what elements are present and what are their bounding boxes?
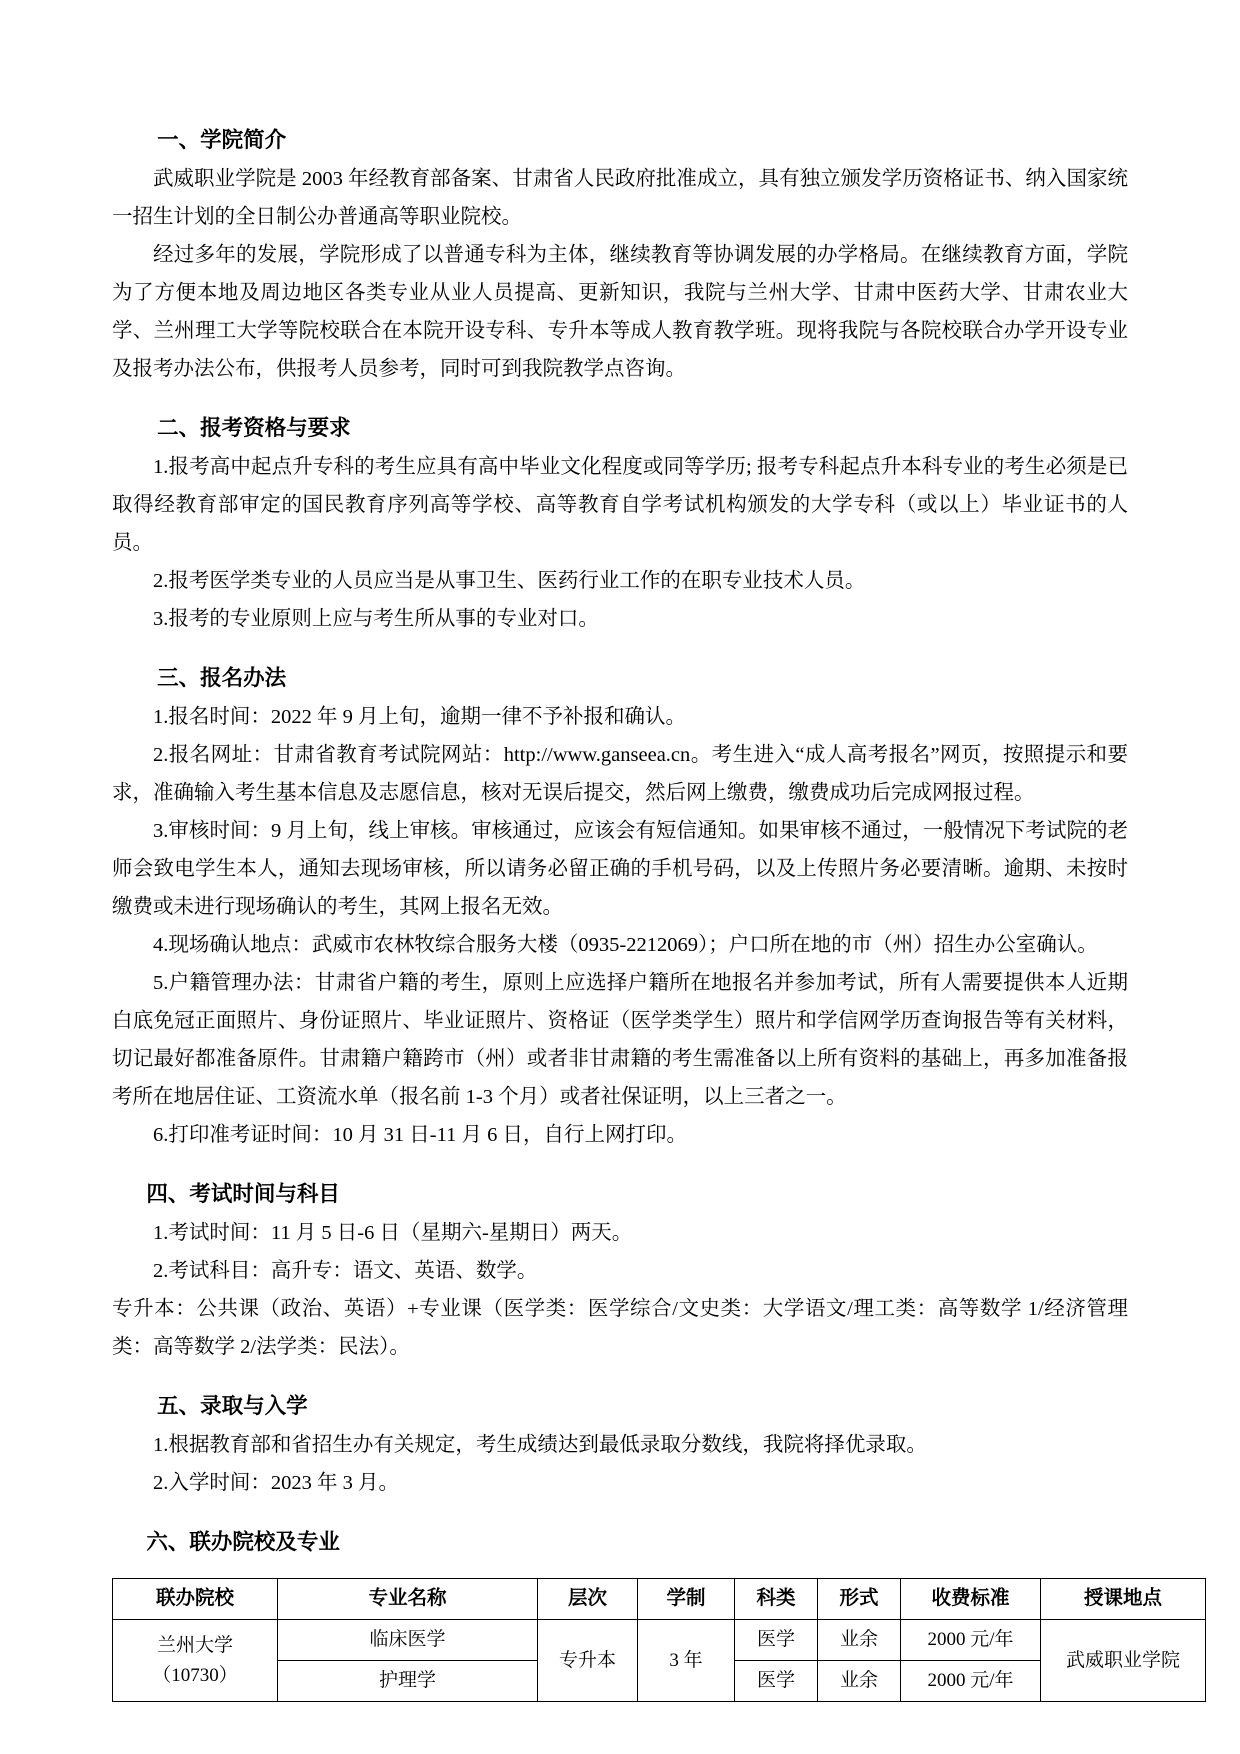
section-3-paragraph-5: 5.户籍管理办法：甘肃省户籍的考生，原则上应选择户籍所在地报名并参加考试，所有人需要提供本人近期白底免冠正面照片、身份证照片、毕业证照片、资格证（医学类学生）照片和学信网学历查询报告等有关材料，切记最好都准备原件。甘肃籍户籍跨市（州）或者非甘肃籍的考生需准备以上所有资料的基础上，再多加准备报考所在地居住证、工资流水单（报名前 1-3 个月）或者社保证明，以上三者之一。 [112, 972, 1128, 1108]
partner-schools-table [112, 1578, 1206, 1702]
column-header-major: 专业名称 [278, 1579, 538, 1620]
cell-length: 3 年 [638, 1620, 735, 1702]
cell-school [113, 1620, 278, 1702]
table-row [113, 1620, 1206, 1661]
section-heading-3: 三、报名办法 [157, 666, 287, 690]
section-heading-5: 五、录取与入学 [157, 1394, 308, 1418]
table-header-row [113, 1579, 1206, 1620]
section-3-paragraph-3: 3.审核时间：9 月上旬，线上审核。审核通过，应该会有短信通知。如果审核不通过，一般情况下考试院的老师会致电学生本人，通知去现场审核，所以请务必留正确的手机号码，以及上传照片务必要清晰。逾期、未按时缴费或未进行现场确认的考生，其网上报名无效。 [112, 820, 1128, 918]
section-4-paragraph-1: 1.考试时间：11 月 5 日-6 日（星期六-星期日）两天。 [153, 1222, 633, 1244]
section-2-paragraph-2: 2.报考医学类专业的人员应当是从事卫生、医药行业工作的在职专业技术人员。 [153, 570, 866, 592]
section-heading-6: 六、联办院校及专业 [146, 1530, 340, 1554]
column-header-place: 授课地点 [1041, 1579, 1206, 1620]
section-heading-1: 一、学院简介 [157, 128, 287, 152]
cell-category: 医学 [735, 1661, 818, 1702]
document-body [112, 120, 1180, 1702]
column-header-school: 联办院校 [113, 1579, 278, 1620]
cell-major: 护理学 [278, 1661, 538, 1702]
column-header-form: 形式 [818, 1579, 901, 1620]
cell-level: 专升本 [538, 1620, 638, 1702]
section-4-paragraph-2: 2.考试科目：高升专：语文、英语、数学。 [153, 1260, 538, 1282]
section-3-paragraph-6: 6.打印准考证时间：10 月 31 日-11 月 6 日，自行上网打印。 [153, 1124, 687, 1146]
column-header-fee: 收费标准 [901, 1579, 1041, 1620]
table-header [113, 1579, 1206, 1620]
section-5-paragraph-1: 1.根据教育部和省招生办有关规定，考生成绩达到最低录取分数线，我院将择优录取。 [153, 1434, 927, 1456]
cell-major: 临床医学 [278, 1620, 538, 1661]
section-2-paragraph-1: 1.报考高中起点升专科的考生应具有高中毕业文化程度或同等学历; 报考专科起点升本科专业的考生必须是已取得经教育部审定的国民教育序列高等学校、高等教育自学考试机构颁发的大学专科（或以上）毕业证书的人员。 [112, 456, 1128, 554]
section-heading-2: 二、报考资格与要求 [157, 416, 351, 440]
section-1-paragraph-1: 武威职业学院是 2003 年经教育部备案、甘肃省人民政府批准成立，具有独立颁发学历资格证书、纳入国家统一招生计划的全日制公办普通高等职业院校。 [112, 168, 1128, 228]
school-code: （10730） [152, 1664, 238, 1686]
cell-place: 武威职业学院 [1041, 1620, 1206, 1702]
section-3-paragraph-1: 1.报名时间：2022 年 9 月上旬，逾期一律不予补报和确认。 [153, 706, 686, 728]
cell-form: 业余 [818, 1661, 901, 1702]
section-5-paragraph-2: 2.入学时间：2023 年 3 月。 [153, 1472, 399, 1494]
section-2-paragraph-3: 3.报考的专业原则上应与考生所从事的专业对口。 [153, 608, 599, 630]
spacer [112, 1502, 1128, 1522]
spacer [112, 388, 1128, 408]
section-1-paragraph-2: 经过多年的发展，学院形成了以普通专科为主体，继续教育等协调发展的办学格局。在继续教育方面，学院为了方便本地及周边地区各类专业从业人员提高、更新知识，我院与兰州大学、甘肃中医药大学、甘肃农业大学、兰州理工大学等院校联合在本院开设专科、专升本等成人教育教学班。现将我院与各院校联合办学开设专业及报考办法公布，供报考人员参考，同时可到我院教学点咨询。 [112, 244, 1128, 380]
cell-fee: 2000 元/年 [901, 1661, 1041, 1702]
section-heading-4: 四、考试时间与科目 [146, 1182, 340, 1206]
cell-form: 业余 [818, 1620, 901, 1661]
column-header-level: 层次 [538, 1579, 638, 1620]
cell-fee: 2000 元/年 [901, 1620, 1041, 1661]
cell-category: 医学 [735, 1620, 818, 1661]
section-3-paragraph-4: 4.现场确认地点：武威市农林牧综合服务大楼（0935-2212069）；户口所在地的市（州）招生办公室确认。 [153, 934, 1098, 956]
column-header-category: 科类 [735, 1579, 818, 1620]
column-header-length: 学制 [638, 1579, 735, 1620]
school-name: 兰州大学 [156, 1634, 233, 1656]
section-4-paragraph-3: 专升本：公共课（政治、英语）+专业课（医学类：医学综合/文史类：大学语文/理工类：高等数学 1/经济管理类：高等数学 2/法学类：民法）。 [112, 1298, 1128, 1358]
section-3-paragraph-2: 2.报名网址：甘肃省教育考试院网站：http://www.ganseea.cn。考生进入“成人高考报名”网页，按照提示和要求，准确输入考生基本信息及志愿信息，核对无误后提交，然后网上缴费，缴费成功后完成网报过程。 [112, 744, 1128, 804]
spacer [112, 1366, 1128, 1386]
spacer [112, 1154, 1128, 1174]
table-body [113, 1620, 1206, 1702]
spacer [112, 638, 1128, 658]
